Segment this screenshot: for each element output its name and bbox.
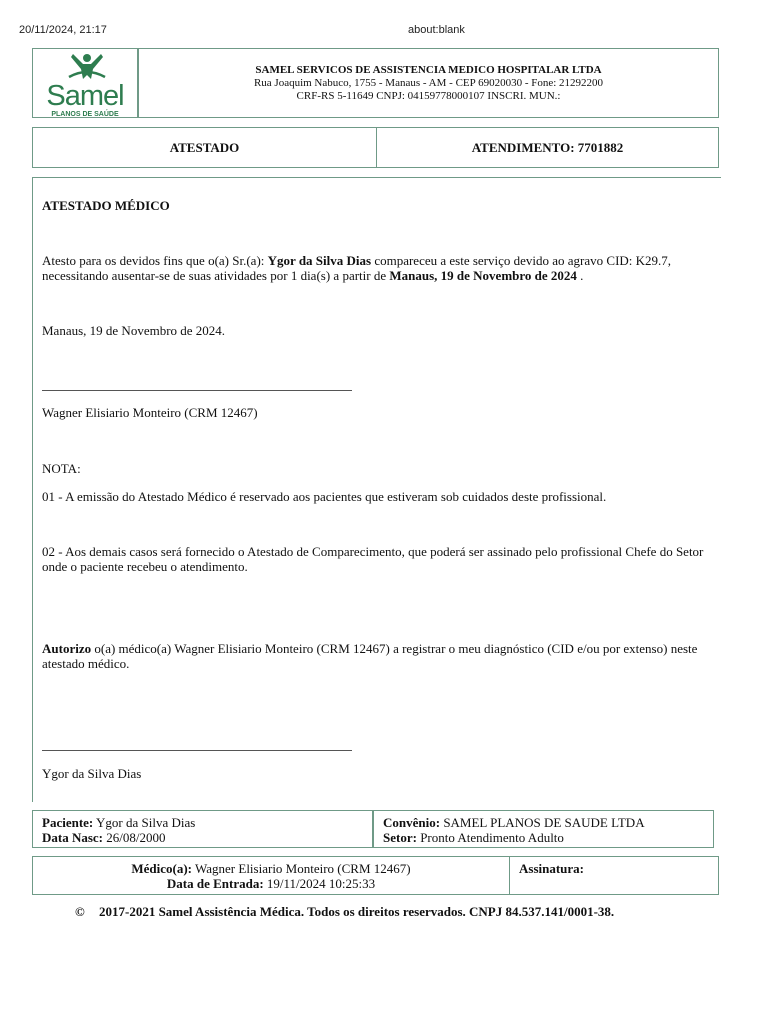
samel-logo (33, 49, 137, 117)
signature-box (509, 856, 719, 895)
patient-value: Ygor da Silva Dias (93, 815, 196, 830)
entry-value: 19/11/2024 10:25:33 (263, 876, 376, 891)
copyright-text: 2017-2021 Samel Assistência Médica. Todos os direitos reservados. CNPJ 84.537.141/0001-38. (99, 904, 615, 919)
plan-value: SAMEL PLANOS DE SAUDE LTDA (440, 815, 645, 830)
doctor-row (33, 861, 509, 876)
note-2: 02 - Aos demais casos será fornecido o Atestado de Comparecimento, que poderá ser assinado pelo profissional Chefe do Setor onde o paciente recebeu o atendimento. (42, 544, 704, 574)
doctor-signature-line (42, 390, 352, 391)
logo-box (32, 48, 138, 118)
patient-signature-line (42, 750, 352, 751)
document-type-label: ATESTADO (169, 139, 240, 155)
authorization-body: o(a) médico(a) Wagner Elisiario Monteiro (CRM 12467) a registrar o meu diagnóstico (CID e/ou por extenso) neste atestado médico. (42, 641, 698, 671)
note-1: 01 - A emissão do Atestado Médico é reservado aos pacientes que estiveram sob cuidados deste profissional. (42, 489, 607, 504)
note-label: NOTA: (42, 461, 81, 476)
plan-info-box (373, 810, 714, 848)
attendance-label: ATENDIMENTO: 7701882 (471, 139, 624, 155)
statement-part-c: . (576, 268, 584, 283)
copyright-symbol: © (75, 904, 85, 919)
patient-row (42, 815, 363, 830)
plan-label: Convênio: (383, 815, 441, 830)
birth-label: Data Nasc: (42, 830, 104, 845)
company-registry: CRF-RS 5-11649 CNPJ: 04159778000107 INSCRI. MUN.: (296, 90, 561, 102)
company-name: SAMEL SERVICOS DE ASSISTENCIA MEDICO HOSPITALAR LTDA (255, 64, 602, 76)
plan-row (383, 815, 704, 830)
sector-value: Pronto Atendimento Adulto (416, 830, 564, 845)
doctor-value: Wagner Elisiario Monteiro (CRM 12467) (192, 861, 411, 876)
sector-label: Setor: (383, 830, 417, 845)
print-datetime: 20/11/2024, 21:17 (19, 24, 107, 36)
doctor-entry-box (32, 856, 510, 895)
signature-label: Assinatura: (519, 861, 585, 876)
patient-signature-name: Ygor da Silva Dias (42, 766, 142, 781)
patient-name-bold: Ygor da Silva Dias (267, 253, 372, 268)
place-date: Manaus, 19 de Novembro de 2024. (42, 323, 226, 338)
company-address: Rua Joaquim Nabuco, 1755 - Manaus - AM - CEP 69020030 - Fone: 21292200 (253, 77, 604, 89)
entry-row (33, 876, 509, 891)
authorization-text (42, 641, 712, 671)
certificate-statement (42, 253, 712, 283)
doctor-signature-name: Wagner Elisiario Monteiro (CRM 12467) (42, 405, 258, 420)
doctor-label: Médico(a): (131, 861, 193, 876)
print-url: about:blank (408, 24, 465, 36)
authorization-label: Autorizo (42, 641, 92, 656)
birth-row (42, 830, 363, 845)
company-header (138, 48, 719, 118)
attendance-number (376, 127, 719, 168)
patient-info-box (32, 810, 373, 848)
certificate-heading: ATESTADO MÉDICO (42, 198, 170, 213)
patient-label: Paciente: (42, 815, 94, 830)
logo-tagline: PLANOS DE SAÚDE (51, 111, 119, 117)
document-type (32, 127, 377, 168)
statement-part-b: compareceu a este serviço devido ao agravo CID: K29.7, necessitando ausentar-se de suas atividades por 1 dia(s) a partir de (42, 253, 672, 283)
sector-row (383, 830, 704, 845)
birth-value: 26/08/2000 (103, 830, 166, 845)
statement-part-a: Atesto para os devidos fins que o(a) Sr.(a): (42, 253, 268, 268)
start-date-bold: Manaus, 19 de Novembro de 2024 (389, 268, 577, 283)
entry-label: Data de Entrada: (166, 876, 264, 891)
logo-brand: Samel (46, 80, 124, 112)
